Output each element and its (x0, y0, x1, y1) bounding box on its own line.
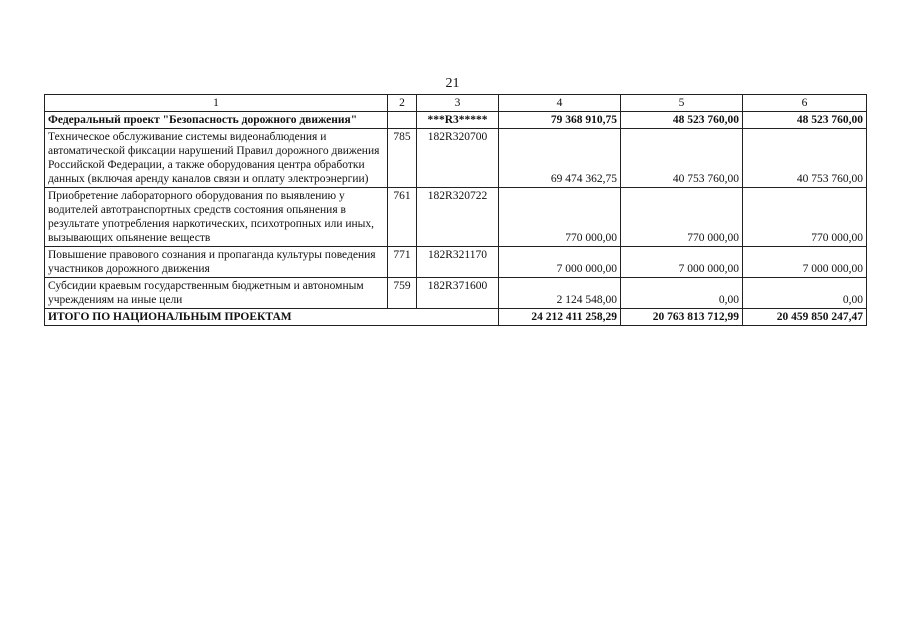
total-value-5: 20 763 813 712,99 (621, 309, 743, 326)
table-row (45, 188, 867, 247)
row-value-6: 48 523 760,00 (743, 112, 867, 129)
row-value-6: 770 000,00 (743, 188, 867, 247)
row-vr: 771 (388, 247, 417, 278)
column-header: 5 (621, 95, 743, 112)
row-value-4: 7 000 000,00 (499, 247, 621, 278)
row-code: 182R371600 (417, 278, 499, 309)
total-value-6: 20 459 850 247,47 (743, 309, 867, 326)
row-vr: 759 (388, 278, 417, 309)
row-vr (388, 112, 417, 129)
row-code: ***R3***** (417, 112, 499, 129)
total-value-4: 24 212 411 258,29 (499, 309, 621, 326)
row-value-4: 2 124 548,00 (499, 278, 621, 309)
row-code: 182R321170 (417, 247, 499, 278)
table-header-row (45, 95, 867, 112)
row-value-6: 40 753 760,00 (743, 129, 867, 188)
row-name: Приобретение лабораторного оборудования по выявлению у водителей автотранспортных средств состояния опьянения в результате употребления наркотических, психотропных или иных, вызывающих опьянение веществ (45, 188, 388, 247)
table-row (45, 247, 867, 278)
row-value-6: 7 000 000,00 (743, 247, 867, 278)
row-value-5: 0,00 (621, 278, 743, 309)
row-name: Федеральный проект "Безопасность дорожного движения" (45, 112, 388, 129)
row-name: Повышение правового сознания и пропаганда культуры поведения участников дорожного движения (45, 247, 388, 278)
row-vr: 785 (388, 129, 417, 188)
row-value-5: 48 523 760,00 (621, 112, 743, 129)
column-header: 4 (499, 95, 621, 112)
row-value-4: 69 474 362,75 (499, 129, 621, 188)
row-value-5: 7 000 000,00 (621, 247, 743, 278)
table-row-federal-project (45, 112, 867, 129)
budget-table (44, 94, 867, 326)
total-label: ИТОГО ПО НАЦИОНАЛЬНЫМ ПРОЕКТАМ (45, 309, 499, 326)
column-header: 6 (743, 95, 867, 112)
row-value-5: 770 000,00 (621, 188, 743, 247)
table-row (45, 129, 867, 188)
row-value-5: 40 753 760,00 (621, 129, 743, 188)
column-header: 1 (45, 95, 388, 112)
table-row-total (45, 309, 867, 326)
row-value-4: 79 368 910,75 (499, 112, 621, 129)
row-code: 182R320722 (417, 188, 499, 247)
row-name: Техническое обслуживание системы видеонаблюдения и автоматической фиксации нарушений Правил дорожного движения Российской Федерации, а также оборудования центра обработки данных (включая аренду каналов связи и оплату электроэнергии) (45, 129, 388, 188)
row-value-6: 0,00 (743, 278, 867, 309)
column-header: 2 (388, 95, 417, 112)
page-number: 21 (445, 76, 460, 91)
row-value-4: 770 000,00 (499, 188, 621, 247)
row-vr: 761 (388, 188, 417, 247)
row-name: Субсидии краевым государственным бюджетным и автономным учреждениям на иные цели (45, 278, 388, 309)
column-header: 3 (417, 95, 499, 112)
row-code: 182R320700 (417, 129, 499, 188)
table-row (45, 278, 867, 309)
